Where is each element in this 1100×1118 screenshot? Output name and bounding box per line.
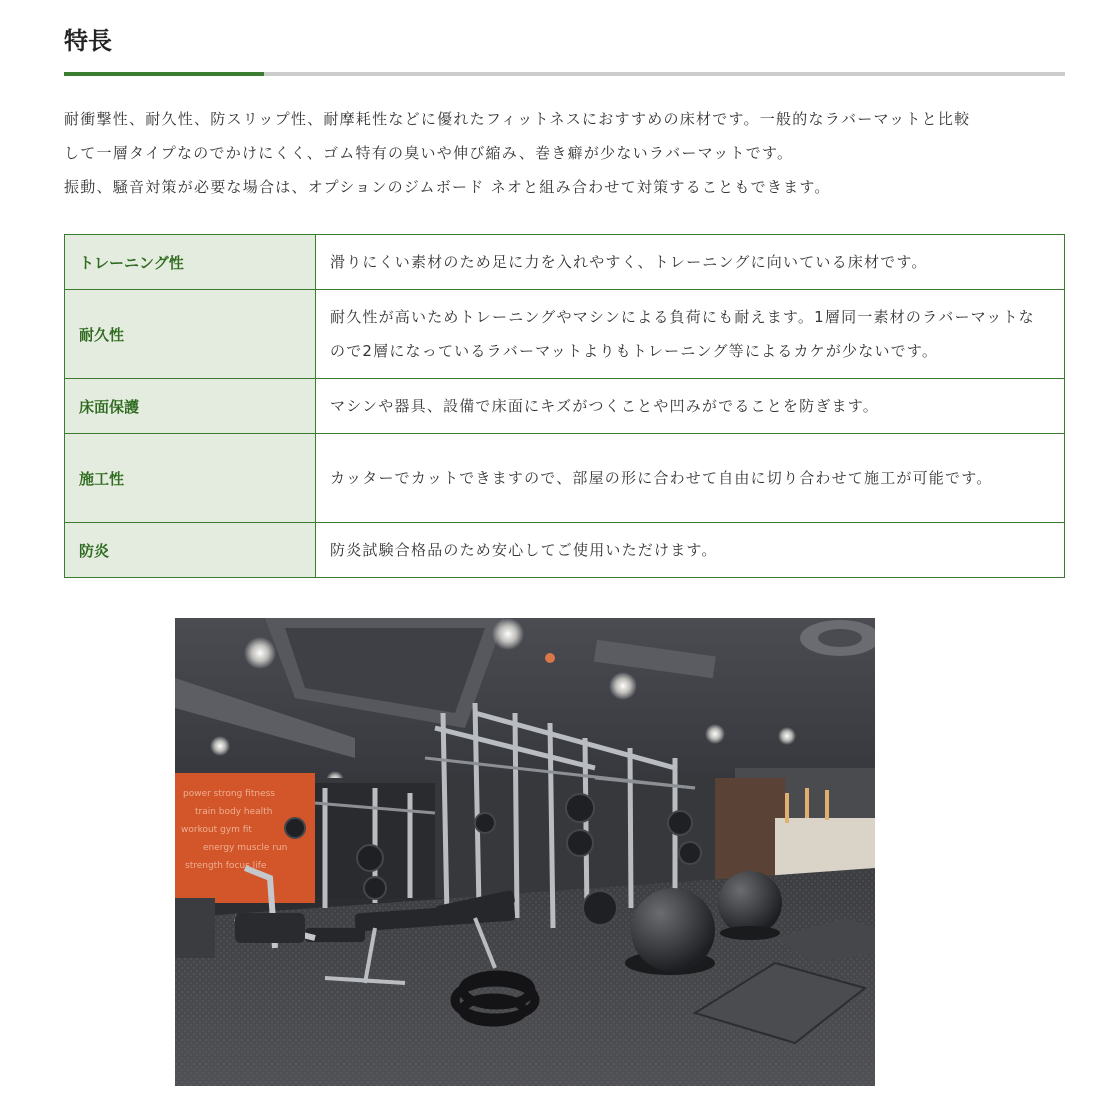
table-row — [65, 290, 1065, 379]
title-underline-accent — [64, 72, 264, 76]
feature-label: 施工性 — [65, 434, 316, 523]
feature-description: 滑りにくい素材のため足に力を入れやすく、トレーニングに向いている床材です。 — [316, 235, 1065, 290]
table-row — [65, 523, 1065, 578]
title-underline — [64, 72, 1065, 76]
feature-description: 防炎試験合格品のため安心してご使用いただけます。 — [316, 523, 1065, 578]
gym-photo — [175, 618, 875, 1086]
feature-description: 耐久性が高いためトレーニングやマシンによる負荷にも耐えます。1層同一素材のラバーマットなので2層になっているラバーマットよりもトレーニング等によるカケが少ないです。 — [316, 290, 1065, 379]
section-title: 特長 — [64, 27, 112, 55]
feature-description: カッターでカットできますので、部屋の形に合わせて自由に切り合わせて施工が可能です。 — [316, 434, 1065, 523]
svg-text:strength focus life: strength focus life — [185, 861, 267, 871]
features-table — [64, 234, 1065, 578]
feature-label: 耐久性 — [65, 290, 316, 379]
gym-illustration — [175, 618, 875, 1086]
table-row — [65, 235, 1065, 290]
svg-text:power strong fitness: power strong fitness — [183, 789, 275, 799]
feature-description: マシンや器具、設備で床面にキズがつくことや凹みがでることを防ぎます。 — [316, 379, 1065, 434]
feature-label: 防炎 — [65, 523, 316, 578]
feature-label: トレーニング性 — [65, 235, 316, 290]
intro-line: 振動、騒音対策が必要な場合は、オプションのジムボード ネオと組み合わせて対策することもできます。 — [64, 178, 831, 196]
svg-text:train body health: train body health — [195, 807, 273, 817]
intro-line: して一層タイプなのでかけにくく、ゴム特有の臭いや伸び縮み、巻き癖が少ないラバーマットです。 — [64, 144, 794, 162]
svg-text:workout gym fit: workout gym fit — [181, 825, 252, 835]
table-row — [65, 379, 1065, 434]
intro-text — [64, 102, 1065, 204]
table-row — [65, 434, 1065, 523]
feature-label: 床面保護 — [65, 379, 316, 434]
svg-text:energy muscle run: energy muscle run — [203, 843, 288, 853]
intro-line: 耐衝撃性、耐久性、防スリップ性、耐摩耗性などに優れたフィットネスにおすすめの床材です。一般的なラバーマットと比較 — [64, 110, 971, 128]
